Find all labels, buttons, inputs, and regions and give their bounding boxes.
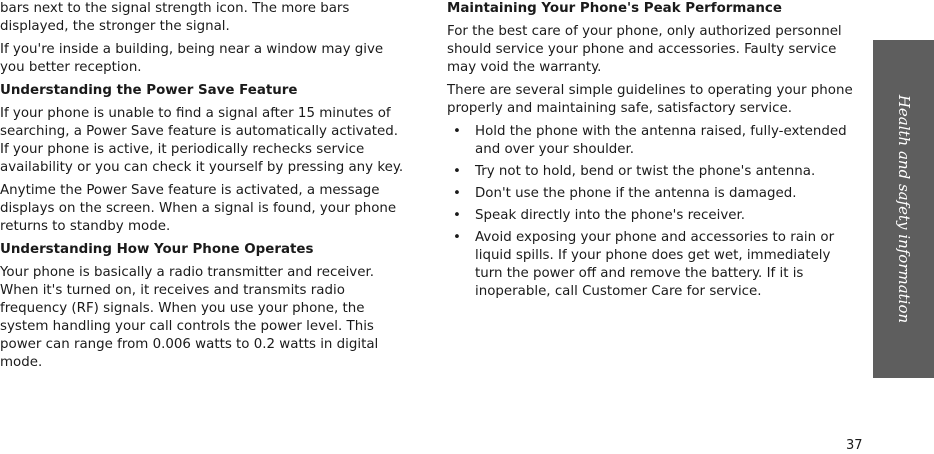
section-side-tab: [873, 40, 934, 378]
paragraph-radio-transmitter: Your phone is basically a radio transmitter and receiver. When it's turned on, it receives and transmits radio frequency (RF) signals. When you use your phone, the system handling your call controls the power level. This power can range from 0.006 watts to 0.2 watts in digital mode.: [0, 265, 379, 370]
paragraph-guidelines-intro: There are several simple guidelines to operating your phone properly and maintaining safe, satisfactory service.: [447, 83, 853, 116]
paragraph-power-save-message: Anytime the Power Save feature is activated, a message displays on the screen. When a signal is found, your phone returns to standby mode.: [0, 183, 397, 234]
page-number: 37: [846, 438, 863, 453]
section-side-tab-label: Health and safety information: [894, 94, 913, 324]
paragraph-signal-bars: bars next to the signal strength icon. The more bars displayed, the stronger the signal.: [0, 1, 350, 34]
list-item: • Avoid exposing your phone and accessories to rain or liquid spills. If your phone does get wet, immediately turn the power off and remove the battery. If it is inoperable, call Customer Care for service.: [447, 229, 857, 301]
heading-peak-performance: Maintaining Your Phone's Peak Performance: [447, 1, 782, 16]
list-item: • Hold the phone with the antenna raised, fully-extended and over your shoulder.: [447, 123, 857, 159]
guidelines-list: [447, 123, 857, 301]
paragraph-window-reception: If you're inside a building, being near a window may give you better reception.: [0, 42, 384, 75]
heading-power-save: Understanding the Power Save Feature: [0, 83, 298, 98]
list-item: • Try not to hold, bend or twist the phone's antenna.: [447, 163, 857, 181]
left-column: [0, 0, 410, 377]
list-item: • Speak directly into the phone's receiver.: [447, 207, 857, 225]
paragraph-authorized-service: For the best care of your phone, only authorized personnel should service your phone and accessories. Faulty service may void the warranty.: [447, 24, 842, 75]
heading-phone-operates: Understanding How Your Phone Operates: [0, 242, 314, 257]
paragraph-power-save-activation: If your phone is unable to find a signal after 15 minutes of searching, a Power Save feature is automatically activated. If your phone is active, it periodically rechecks service availability or you can check it yourself by pressing any key.: [0, 106, 404, 175]
list-item: • Don't use the phone if the antenna is damaged.: [447, 185, 857, 203]
right-column: [447, 0, 857, 305]
